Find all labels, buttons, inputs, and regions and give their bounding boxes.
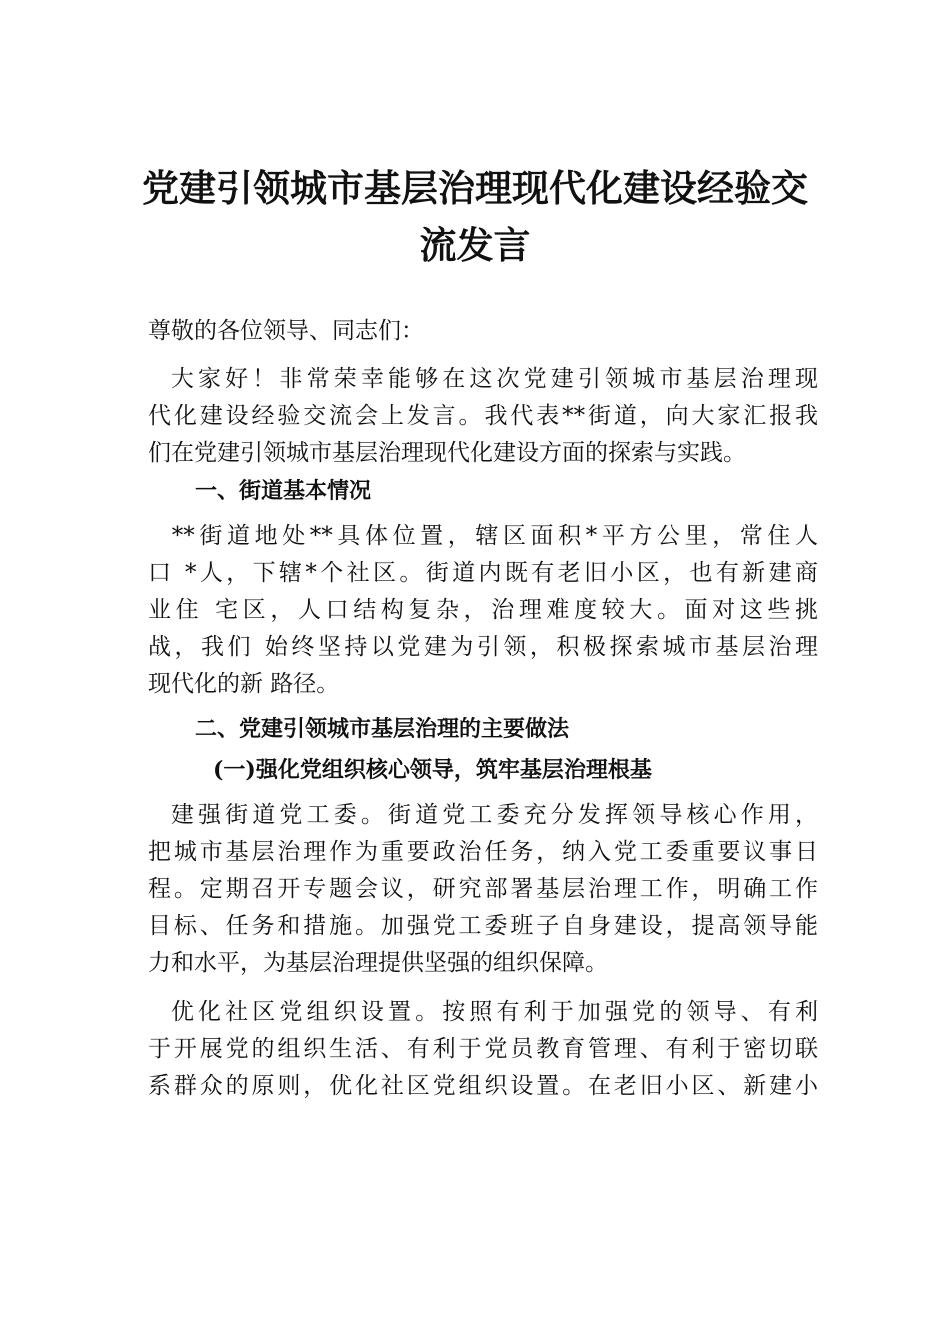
paragraph-line: 系群众的原则，优化社区党组织设置。在老旧小区、新建小: [148, 1073, 818, 1099]
paragraph-line: 大家好！非常荣幸能够在这次党建引领城市基层治理现: [148, 366, 818, 392]
paragraph-line: 力和水平，为基层治理提供坚强的组织保障。: [148, 950, 608, 976]
party-committee-paragraph: [148, 797, 818, 982]
community-organization-paragraph: [148, 994, 818, 1105]
intro-paragraph: [148, 361, 818, 472]
paragraph-line: 代化建设经验交流会上发言。我代表**街道，向大家汇报我: [148, 403, 818, 429]
paragraph-line: 业住 宅区，人口结构复杂，治理难度较大。面对这些挑: [148, 597, 818, 623]
paragraph-line: 们在党建引领城市基层治理现代化建设方面的探索与实践。: [148, 440, 746, 466]
document-title-line-2: 流发言: [419, 224, 531, 267]
paragraph-line: 程。定期召开专题会议，研究部署基层治理工作，明确工作: [148, 876, 818, 902]
paragraph-line: 把城市基层治理作为重要政治任务，纳入党工委重要议事日: [148, 839, 818, 865]
paragraph-line: **街道地处**具体位置，辖区面积*平方公里，常住人: [148, 523, 818, 549]
paragraph-line: 口 *人，下辖*个社区。街道内既有老旧小区，也有新建商: [148, 560, 818, 586]
paragraph-line: 于开展党的组织生活、有利于党员教育管理、有利于密切联: [148, 1036, 818, 1062]
paragraph-line: 现代化的新 路径。: [148, 671, 340, 697]
subsection-heading-1: (一)强化党组织核心领导，筑牢基层治理根基: [213, 757, 652, 783]
salutation: 尊敬的各位领导、同志们：: [148, 318, 424, 344]
paragraph-line: 目标、任务和措施。加强党工委班子自身建设，提高领导能: [148, 913, 818, 939]
paragraph-line: 战，我们 始终坚持以党建为引领，积极探索城市基层治理: [148, 634, 818, 660]
paragraph-line: 优化社区党组织设置。按照有利于加强党的领导、有利: [148, 999, 818, 1025]
section-heading-1: 一、街道基本情况: [195, 479, 372, 504]
basic-situation-paragraph: [148, 518, 818, 703]
paragraph-line: 建强街道党工委。街道党工委充分发挥领导核心作用，: [148, 802, 818, 828]
document-title-line-1: 党建引领城市基层治理现代化建设经验交: [142, 167, 808, 210]
section-heading-2: 二、党建引领城市基层治理的主要做法: [195, 717, 570, 742]
